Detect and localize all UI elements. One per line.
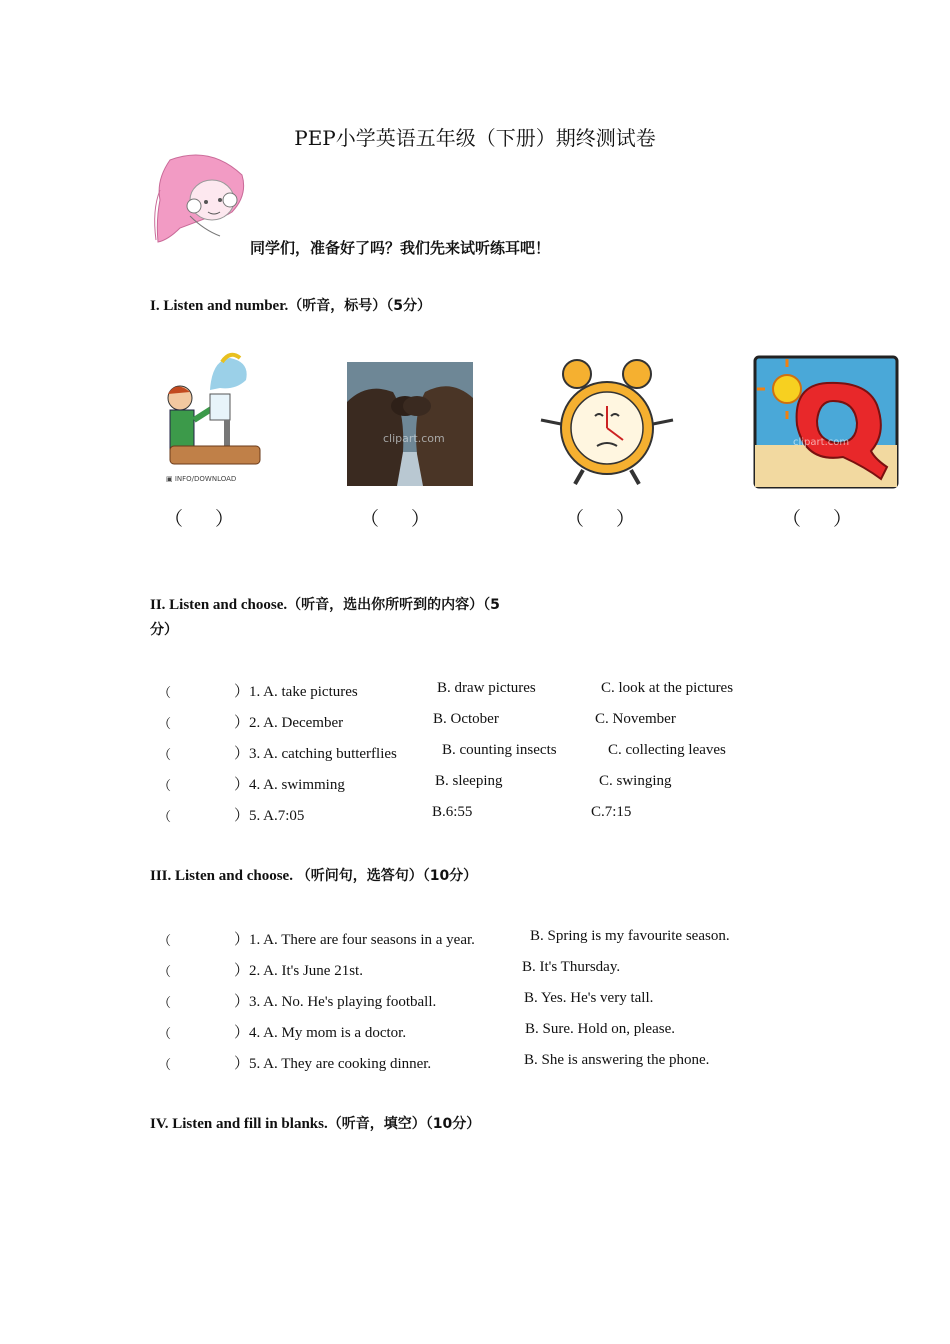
section-1-label: I. Listen and number.	[150, 298, 289, 314]
option-a: ）4. A. My mom is a doctor.	[234, 1025, 407, 1041]
paren-open[interactable]: （	[158, 778, 172, 793]
paren-open: （	[164, 508, 184, 530]
section-4-cn: （听音，填空）（10分）	[327, 1116, 481, 1132]
girl-headphones-illustration	[150, 150, 250, 250]
section-3-label: III. Listen and choose.	[150, 868, 293, 884]
answer-blank-2[interactable]	[360, 504, 430, 531]
paren-open[interactable]: （	[158, 933, 172, 948]
option-a: ）1. A. There are four seasons in a year.	[234, 932, 475, 948]
paren-close: ）	[214, 508, 234, 530]
paren-open[interactable]: （	[158, 1057, 172, 1072]
option-b: B. sleeping	[435, 773, 503, 789]
paren-open[interactable]: （	[158, 747, 172, 762]
bears-watermark: clipart.com	[383, 432, 445, 445]
section-1-heading	[150, 295, 431, 315]
alarm-clock-picture	[537, 350, 677, 490]
option-a: ）1. A. take pictures	[234, 684, 358, 700]
paren-open[interactable]: （	[158, 1026, 172, 1041]
option-c: C. look at the pictures	[601, 680, 734, 696]
section-4-label: IV. Listen and fill in blanks.	[150, 1116, 328, 1132]
option-b: B. Yes. He's very tall.	[524, 990, 654, 1006]
paren-open[interactable]: （	[158, 809, 172, 824]
paren-close: ）	[615, 508, 635, 530]
option-a: ）4. A. swimming	[234, 777, 345, 793]
beach-watermark: clipart.com	[793, 437, 850, 448]
option-c: C. November	[595, 711, 676, 727]
paren-open[interactable]: （	[158, 716, 172, 731]
option-b: B. It's Thursday.	[522, 959, 621, 975]
option-a: ）2. A. It's June 21st.	[234, 963, 363, 979]
option-b: B.6:55	[432, 804, 473, 820]
letter-q-beach-picture	[753, 355, 899, 489]
bears-picture	[347, 362, 473, 486]
option-b: B. Sure. Hold on, please.	[525, 1021, 675, 1037]
option-a: ）5. A. They are cooking dinner.	[234, 1056, 432, 1072]
option-a: ）2. A. December	[234, 715, 344, 731]
section-2-heading	[150, 593, 500, 643]
section-2-cn-line1: （听音，选出你所听到的内容）（5	[287, 597, 500, 613]
option-b: B. October	[433, 711, 499, 727]
paren-open[interactable]: （	[158, 964, 172, 979]
section-2-label: II. Listen and choose.	[150, 597, 288, 613]
paren-close: ）	[832, 508, 852, 530]
paren-open[interactable]: （	[158, 995, 172, 1010]
section-4-heading	[150, 1113, 480, 1133]
option-b: B. She is answering the phone.	[524, 1052, 710, 1068]
option-a: ）3. A. catching butterflies	[234, 746, 397, 762]
answer-blank-4[interactable]	[782, 504, 852, 531]
section-3-heading	[150, 865, 477, 885]
page-title: PEP小学英语五年级（下册）期终测试卷	[294, 126, 656, 150]
scientist-picture	[150, 350, 270, 490]
paren-close: ）	[410, 508, 430, 530]
option-a: ）5. A.7:05	[234, 808, 305, 824]
paren-open[interactable]: （	[158, 685, 172, 700]
option-b: B. Spring is my favourite season.	[530, 928, 730, 944]
paren-open: （	[565, 508, 585, 530]
option-c: C.7:15	[591, 804, 632, 820]
answer-blank-3[interactable]	[565, 504, 635, 531]
paren-open: （	[782, 508, 802, 530]
option-a: ）3. A. No. He's playing football.	[234, 994, 437, 1010]
paren-open: （	[360, 508, 380, 530]
svg-text:▣ INFO/DOWNLOAD: ▣ INFO/DOWNLOAD	[166, 475, 237, 483]
option-c: C. collecting leaves	[608, 742, 726, 758]
section-1-cn: （听音，标号）（5分）	[288, 298, 431, 314]
intro-text: 同学们，准备好了吗？我们先来试听练耳吧！	[250, 239, 551, 257]
option-b: B. counting insects	[442, 742, 557, 758]
section-2-cn-line2: 分）	[150, 622, 178, 638]
option-b: B. draw pictures	[437, 680, 536, 696]
section-3-cn: （听问句，选答句）（10分）	[296, 868, 478, 884]
option-c: C. swinging	[599, 773, 672, 789]
answer-blank-1[interactable]	[164, 504, 234, 531]
